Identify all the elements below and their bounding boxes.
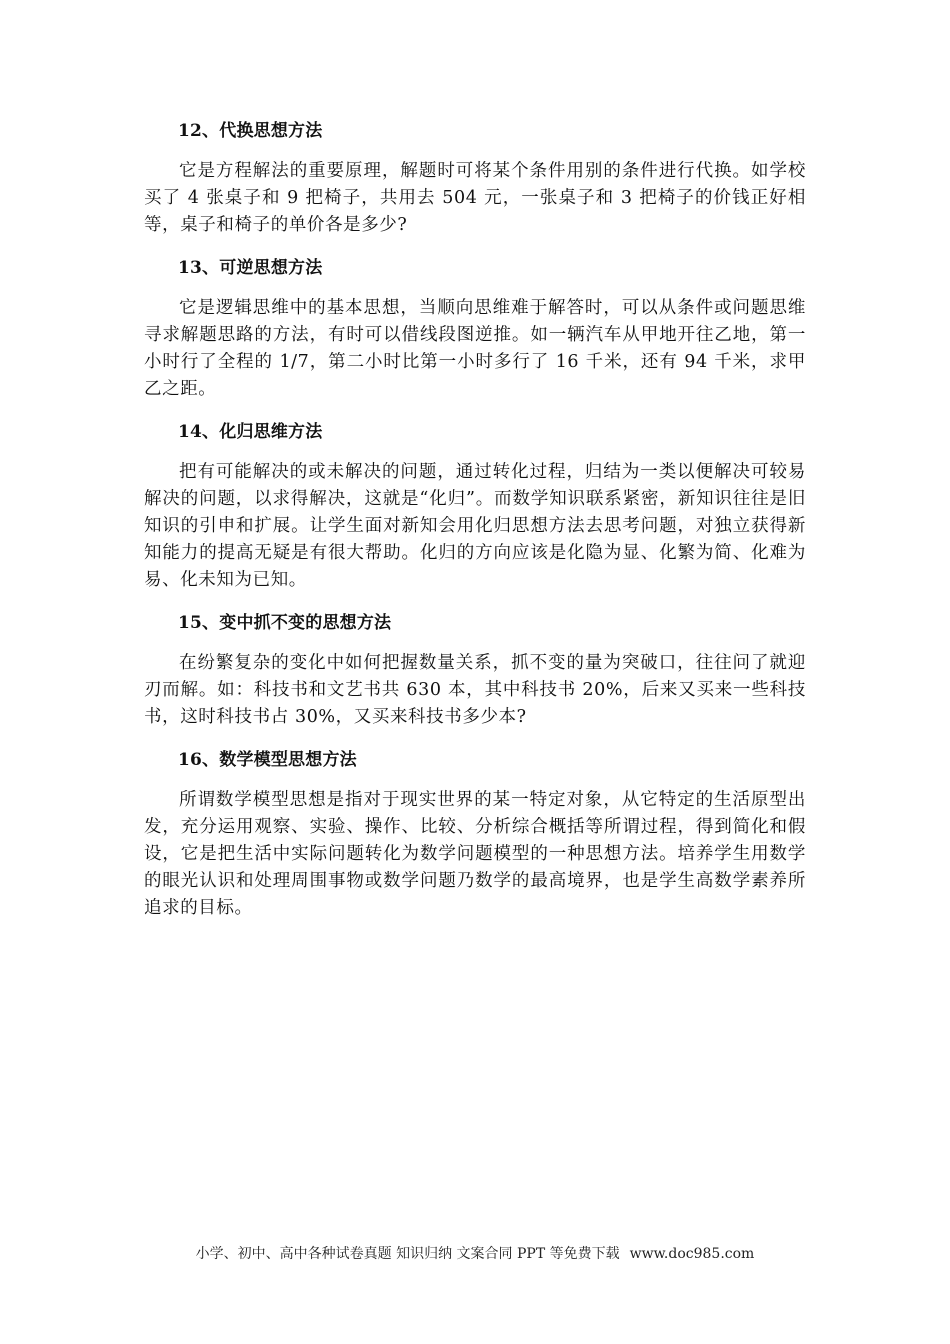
- section-heading: 14、化归思维方法: [178, 422, 323, 442]
- page-footer: [0, 1244, 950, 1264]
- section-reverse-thinking: [144, 255, 806, 403]
- section-heading: 12、代换思想方法: [178, 121, 323, 141]
- section-paragraph: 把有可能解决的或未解决的问题，通过转化过程，归结为一类以便解决可较易解决的问题，以求得解决，这就是“化归”。而数学知识联系紧密，新知识往往是旧知识的引申和扩展。让学生面对新知会用化归思想方法去思考问题，对独立获得新知能力的提高无疑是有很大帮助。化归的方向应该是化隐为显、化繁为简、化难为易、化未知为已知。: [144, 462, 806, 590]
- footer-text: 小学、初中、高中各种试卷真题 知识归纳 文案合同 PPT 等免费下载: [195, 1246, 620, 1262]
- section-invariance: [144, 610, 806, 731]
- section-substitution: [144, 118, 806, 239]
- document-body: [144, 118, 806, 938]
- section-heading: 16、数学模型思想方法: [178, 750, 357, 770]
- section-paragraph: 在纷繁复杂的变化中如何把握数量关系，抓不变的量为突破口，往往问了就迎刃而解。如：科技书和文艺书共 630 本，其中科技书 20%，后来又买来一些科技书，这时科技书占 30%，又买来科技书多少本?: [144, 653, 806, 727]
- footer-link[interactable]: www.doc985.com: [629, 1246, 755, 1262]
- section-math-model: [144, 747, 806, 922]
- section-paragraph: 所谓数学模型思想是指对于现实世界的某一特定对象，从它特定的生活原型出发，充分运用观察、实验、操作、比较、分析综合概括等所谓过程，得到简化和假设，它是把生活中实际问题转化为数学问题模型的一种思想方法。培养学生用数学的眼光认识和处理周围事物或数学问题乃数学的最高境界，也是学生高数学素养所追求的目标。: [144, 790, 806, 918]
- section-heading: 13、可逆思想方法: [178, 258, 323, 278]
- section-paragraph: 它是逻辑思维中的基本思想，当顺向思维难于解答时，可以从条件或问题思维寻求解题思路的方法，有时可以借线段图逆推。如一辆汽车从甲地开往乙地，第一小时行了全程的 1/7，第二小时比第一小时多行了 16 千米，还有 94 千米，求甲乙之距。: [144, 298, 806, 399]
- section-heading: 15、变中抓不变的思想方法: [178, 613, 392, 633]
- section-reduction: [144, 419, 806, 594]
- section-paragraph: 它是方程解法的重要原理，解题时可将某个条件用别的条件进行代换。如学校买了 4 张桌子和 9 把椅子，共用去 504 元，一张桌子和 3 把椅子的价钱正好相等，桌子和椅子的单价各是多少?: [144, 161, 806, 235]
